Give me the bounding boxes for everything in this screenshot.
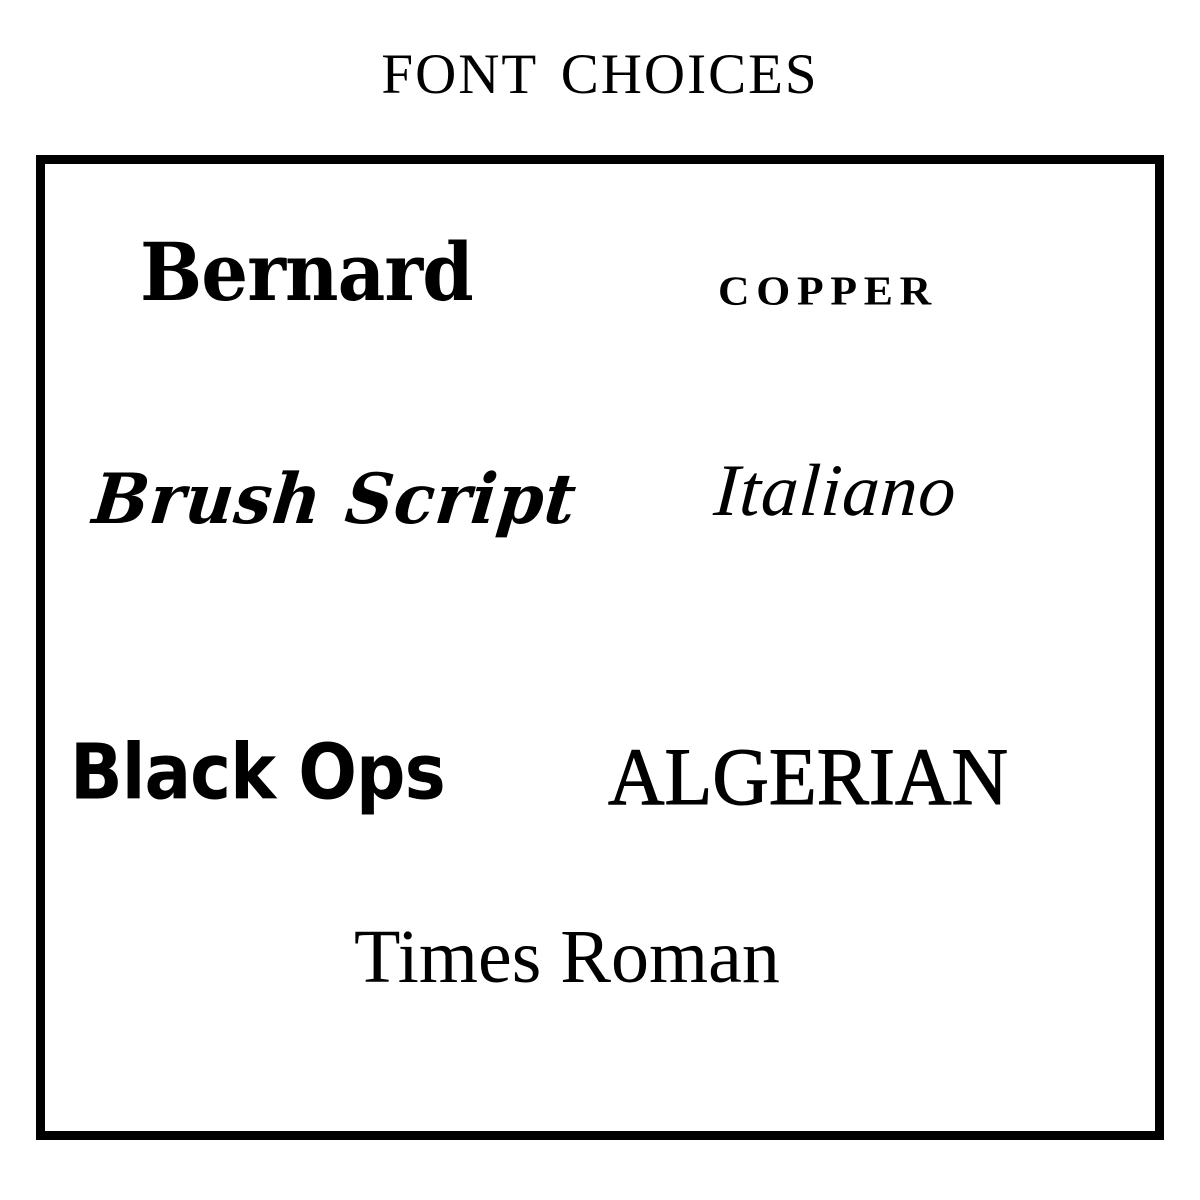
font-sample-black-ops: Black Ops bbox=[70, 727, 445, 817]
font-sample-algerian: ALGERIAN bbox=[608, 731, 1009, 823]
font-sample-bernard: Bernard bbox=[140, 225, 473, 319]
font-sample-brush-script: Brush Script bbox=[89, 457, 581, 540]
font-sample-italiano: Italiano bbox=[711, 450, 960, 532]
font-sample-times-roman: Times Roman bbox=[354, 915, 780, 999]
font-samples-panel bbox=[36, 155, 1164, 1140]
font-sample-copper: copper bbox=[718, 252, 938, 318]
page-title: font choices bbox=[381, 20, 819, 111]
